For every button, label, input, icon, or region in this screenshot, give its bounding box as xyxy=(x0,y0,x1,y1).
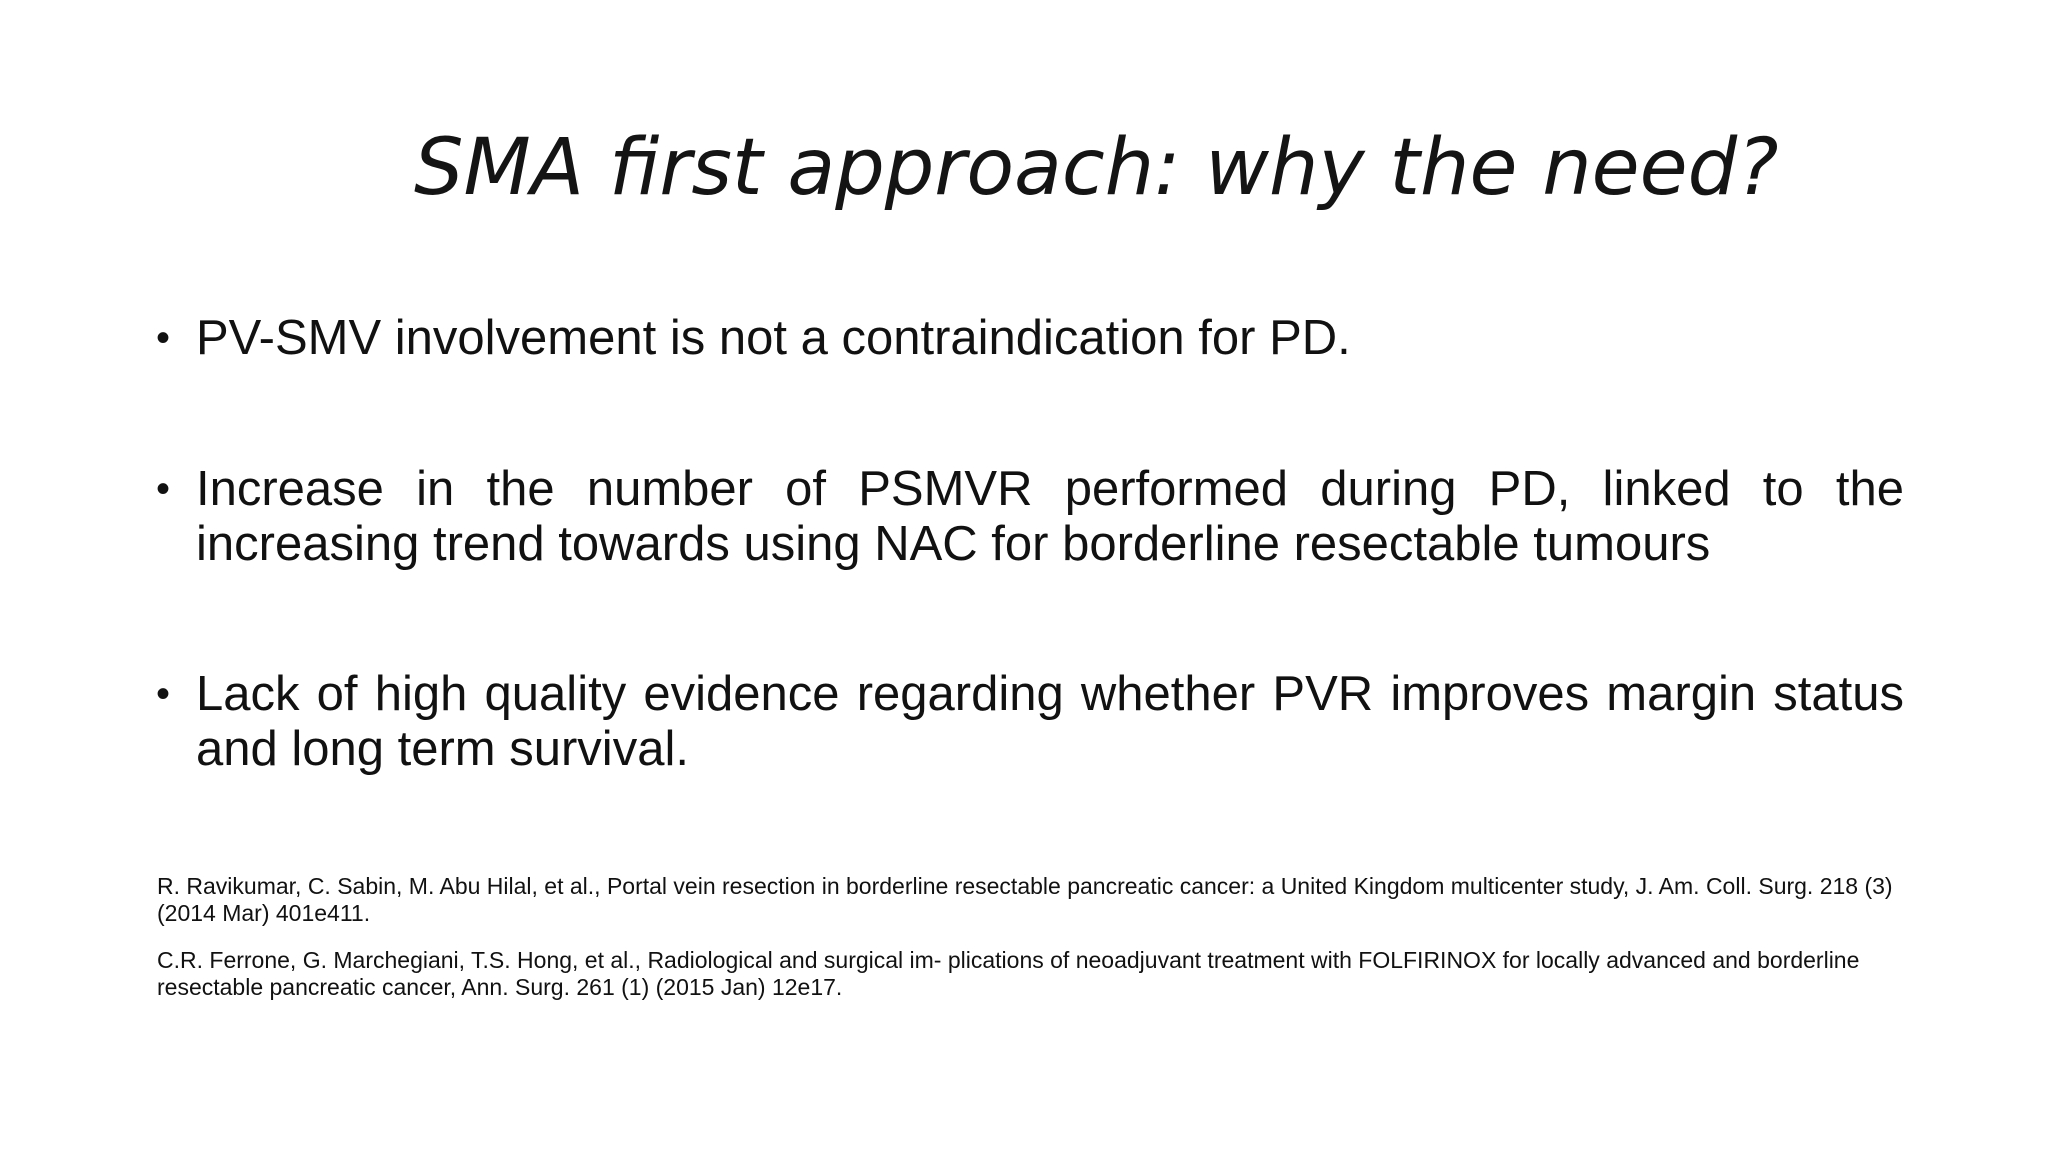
bullet-item xyxy=(156,667,1904,777)
reference-item: C.R. Ferrone, G. Marchegiani, T.S. Hong, et al., Radiological and surgical im- plications of neoadjuvant treatment with FOLFIRINOX for locally advanced and borderline resectable pancreatic cancer, Ann. Surg. 261 (1) (2015 Jan) 12e17. xyxy=(157,947,1860,1000)
bullet-marker: • xyxy=(156,672,171,716)
bullet-text: Increase in the number of PSMVR performed during PD, linked to the increasing trend towards using NAC for borderline resectable tumours xyxy=(196,462,1904,571)
bullet-marker: • xyxy=(156,467,171,511)
reference-item: R. Ravikumar, C. Sabin, M. Abu Hilal, et al., Portal vein resection in borderline resectable pancreatic cancer: a United Kingdom multicenter study, J. Am. Coll. Surg. 218 (3) (2014 Mar) 401e411. xyxy=(157,873,1893,926)
bullet-text: PV-SMV involvement is not a contraindication for PD. xyxy=(196,311,1351,365)
bullet-text: Lack of high quality evidence regarding whether PVR improves margin status and long term survival. xyxy=(196,667,1904,776)
bullet-item xyxy=(156,462,1904,572)
bullet-item xyxy=(156,311,1904,366)
bullet-marker: • xyxy=(156,316,171,360)
slide-title: SMA first approach: why the need? xyxy=(414,123,1779,213)
